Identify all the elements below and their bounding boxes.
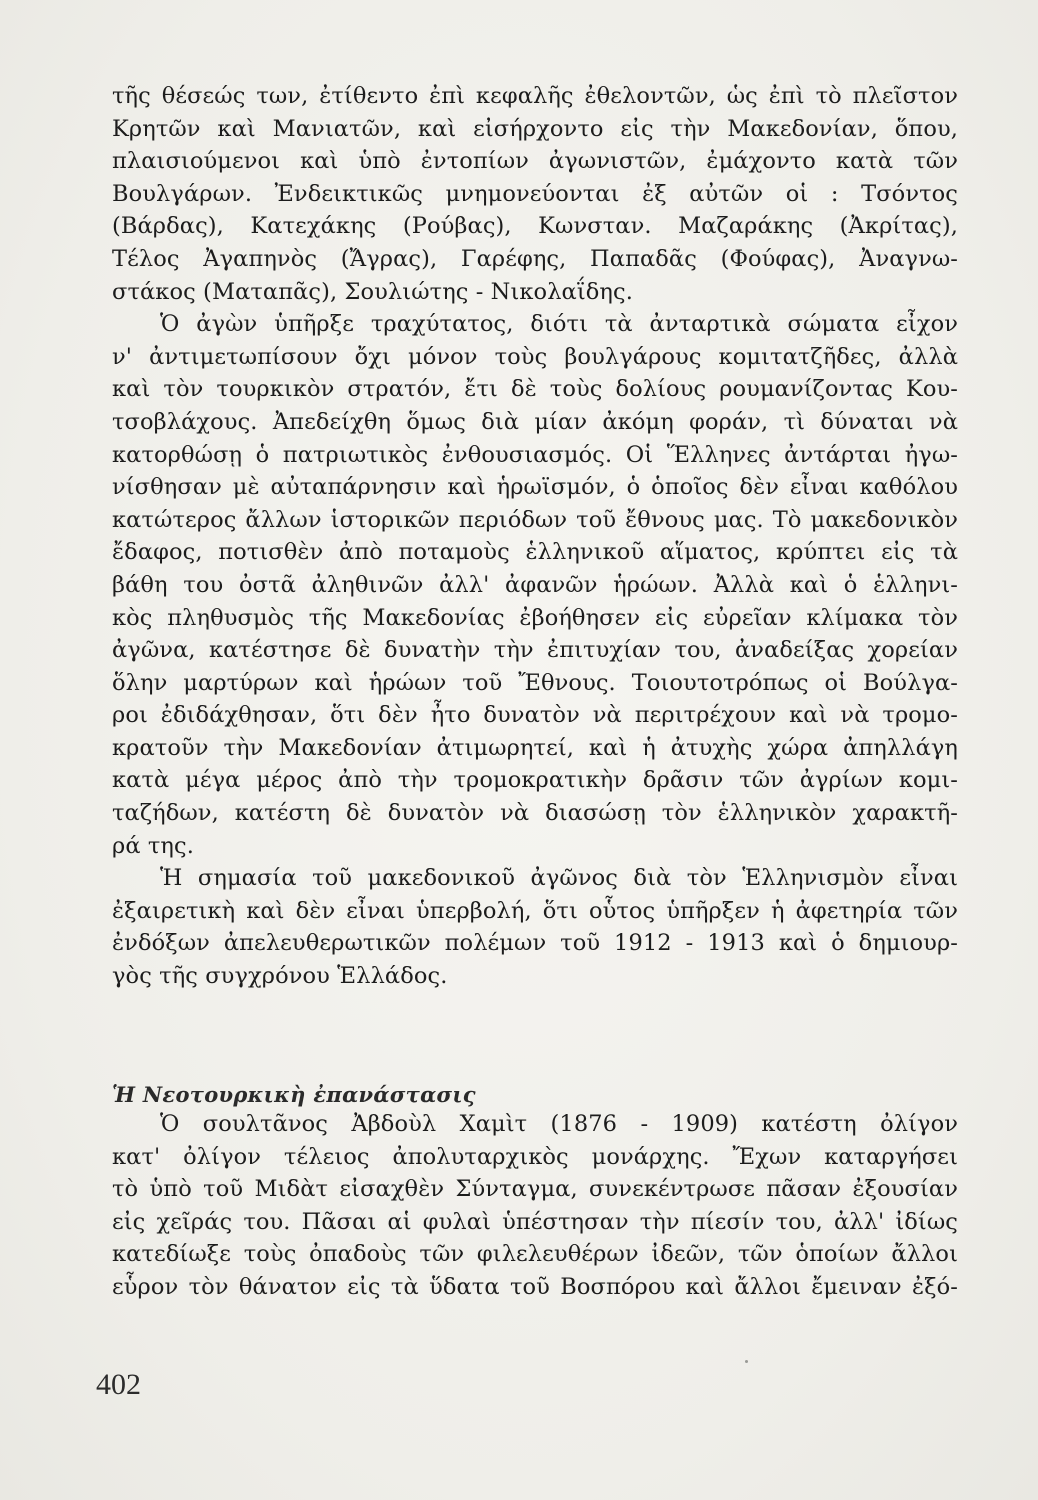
text-line: κὸς πληθυσμὸς τῆς Μακεδονίας ἐβοήθησεν εἰς εὐρεῖαν κλίμακα τὸν [112, 604, 958, 631]
main-text-upper [112, 80, 958, 993]
section-heading: Ἡ Νεοτουρκικὴ ἐπανάστασις [112, 1082, 476, 1107]
text-line: κατεδίωξε τοὺς ὀπαδοὺς τῶν φιλελευθέρων ἰδεῶν, τῶν ὁποίων ἄλλοι [112, 1241, 958, 1268]
text-line: τῆς θέσεώς των, ἐτίθεντο ἐπὶ κεφαλῆς ἐθελοντῶν, ὡς ἐπὶ τὸ πλεῖστον [112, 83, 958, 109]
text-line: κατορθώσῃ ὁ πατριωτικὸς ἐνθουσιασμός. Οἱ Ἕλληνες ἀντάρται ἠγω- [112, 441, 958, 468]
text-line: καὶ τὸν τουρκικὸν στρατόν, ἔτι δὲ τοὺς δολίους ρουμανίζοντας Κου- [112, 376, 958, 403]
text-line: κατὰ μέγα μέρος ἀπὸ τὴν τρομοκρατικὴν δρᾶσιν τῶν ἀγρίων κομι- [112, 767, 958, 794]
text-line: πλαισιούμενοι καὶ ὑπὸ ἐντοπίων ἀγωνιστῶν, ἐμάχοντο κατὰ τῶν [112, 148, 958, 175]
text-line: στάκος (Ματαπᾶς), Σουλιώτης - Νικολαΐδης. [112, 278, 633, 305]
text-line: Τέλος Ἀγαπηνὸς (Ἄγρας), Γαρέφης, Παπαδᾶς (Φούφας), Ἀναγνω- [112, 245, 958, 272]
text-line: γὸς τῆς συγχρόνου Ἑλλάδος. [112, 963, 448, 990]
text-line: ὅλην μαρτύρων καὶ ἡρώων τοῦ Ἔθνους. Τοιουτοτρόπως οἱ Βούλγα- [112, 669, 958, 696]
text-line: ἀγῶνα, κατέστησε δὲ δυνατὴν τὴν ἐπιτυχίαν του, ἀναδείξας χορείαν [112, 637, 958, 664]
text-line: ρά της. [112, 832, 194, 859]
text-line: ταζήδων, κατέστη δὲ δυνατὸν νὰ διασώσῃ τὸν ἑλληνικὸν χαρακτῆ- [112, 800, 958, 827]
text-line: Κρητῶν καὶ Μανιατῶν, καὶ εἰσήρχοντο εἰς τὴν Μακεδονίαν, ὅπου, [112, 115, 958, 142]
text-line: βάθη του ὀστᾶ ἀληθινῶν ἀλλ' ἀφανῶν ἡρώων. Ἀλλὰ καὶ ὁ ἑλληνι- [112, 571, 958, 598]
text-line: νίσθησαν μὲ αὐταπάρνησιν καὶ ἡρωϊσμόν, ὁ ὁποῖος δὲν εἶναι καθόλου [112, 474, 958, 501]
text-line: τσοβλάχους. Ἀπεδείχθη ὅμως διὰ μίαν ἀκόμη φοράν, τὶ δύναται νὰ [112, 408, 958, 435]
paper-speck [745, 1360, 748, 1363]
text-line: Ἡ σημασία τοῦ μακεδονικοῦ ἀγῶνος διὰ τὸν Ἑλληνισμὸν εἶναι [160, 865, 958, 892]
text-line: κρατοῦν τὴν Μακεδονίαν ἀτιμωρητεί, καὶ ἡ ἀτυχὴς χώρα ἀπηλλάγη [112, 734, 958, 761]
page-number: 402 [96, 1368, 141, 1401]
text-line: εἰς χεῖράς του. Πᾶσαι αἱ φυλαὶ ὑπέστησαν τὴν πίεσίν του, ἀλλ' ἰδίως [112, 1208, 958, 1235]
text-line: κατ' ὀλίγον τέλειος ἀπολυταρχικὸς μονάρχης. Ἔχων καταργήσει [112, 1143, 958, 1170]
text-line: ροι ἐδιδάχθησαν, ὅτι δὲν ἦτο δυνατὸν νὰ περιτρέχουν καὶ νὰ τρομο- [112, 702, 958, 729]
text-line: εὗρον τὸν θάνατον εἰς τὰ ὕδατα τοῦ Βοσπόρου καὶ ἄλλοι ἔμειναν ἐξό- [112, 1273, 958, 1300]
text-line: ν' ἀντιμετωπίσουν ὄχι μόνον τοὺς βουλγάρους κομιτατζῆδες, ἀλλὰ [112, 343, 958, 370]
text-line: ἐνδόξων ἀπελευθερωτικῶν πολέμων τοῦ 1912 - 1913 καὶ ὁ δημιουρ- [112, 930, 958, 957]
text-line: τὸ ὑπὸ τοῦ Μιδὰτ εἰσαχθὲν Σύνταγμα, συνεκέντρωσε πᾶσαν ἐξουσίαν [112, 1176, 958, 1203]
text-line: Ὁ ἀγὼν ὑπῆρξε τραχύτατος, διότι τὰ ἀνταρτικὰ σώματα εἶχον [160, 311, 958, 338]
text-line: ἐξαιρετικὴ καὶ δὲν εἶναι ὑπερβολή, ὅτι οὗτος ὑπῆρξεν ἡ ἀφετηρία τῶν [112, 897, 958, 924]
text-line: Βουλγάρων. Ἐνδεικτικῶς μνημονεύονται ἐξ αὐτῶν οἱ : Τσόντος [112, 180, 958, 207]
text-line: (Βάρδας), Κατεχάκης (Ρούβας), Κωνσταν. Μαζαράκης (Ἀκρίτας), [112, 213, 958, 240]
text-line: ἔδαφος, ποτισθὲν ἀπὸ ποταμοὺς ἑλληνικοῦ αἵματος, κρύπτει εἰς τὰ [112, 539, 958, 566]
text-line: κατώτερος ἄλλων ἱστορικῶν περιόδων τοῦ ἔθνους μας. Τὸ μακεδονικὸν [112, 506, 958, 533]
main-text-lower [112, 1108, 958, 1304]
text-line: Ὁ σουλτᾶνος Ἀβδοὺλ Χαμὶτ (1876 - 1909) κατέστη ὀλίγον [160, 1111, 958, 1137]
